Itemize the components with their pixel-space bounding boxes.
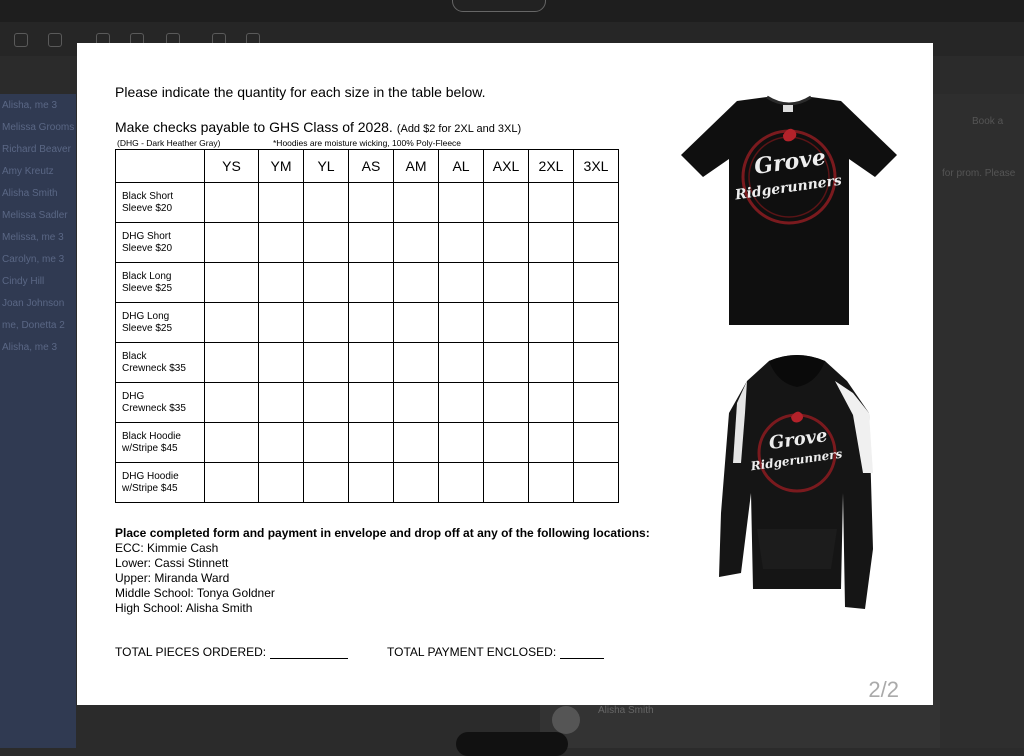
document-page bbox=[77, 43, 933, 705]
product-label-line2: Crewneck $35 bbox=[122, 362, 186, 374]
quantity-cell[interactable] bbox=[304, 183, 349, 223]
dropoff-location: ECC: Kimmie Cash bbox=[115, 541, 219, 555]
quantity-cell[interactable] bbox=[259, 343, 304, 383]
product-label-line1: DHG Hoodie bbox=[122, 470, 179, 482]
quantity-cell[interactable] bbox=[529, 423, 574, 463]
quantity-cell[interactable] bbox=[349, 303, 394, 343]
product-header-cell bbox=[116, 150, 205, 183]
size-header: YL bbox=[304, 150, 349, 183]
product-label-line2: Crewneck $35 bbox=[122, 402, 186, 414]
order-table bbox=[115, 149, 619, 503]
intro-text: Please indicate the quantity for each size in the table below. bbox=[115, 84, 486, 100]
quantity-cell[interactable] bbox=[205, 423, 259, 463]
tshirt-logo-line1: Grove bbox=[752, 144, 828, 180]
quantity-cell[interactable] bbox=[439, 463, 484, 503]
dhg-note: (DHG - Dark Heather Gray) bbox=[117, 138, 221, 148]
dropoff-heading: Place completed form and payment in envelope and drop off at any of the following locations: bbox=[115, 526, 650, 540]
quantity-cell[interactable] bbox=[574, 343, 619, 383]
quantity-cell[interactable] bbox=[394, 183, 439, 223]
background-message-sender: Alisha Smith bbox=[598, 705, 654, 716]
total-payment-label: TOTAL PAYMENT ENCLOSED: bbox=[387, 645, 557, 659]
product-label-line1: Black bbox=[122, 350, 147, 362]
quantity-cell[interactable] bbox=[574, 263, 619, 303]
quantity-cell[interactable] bbox=[439, 183, 484, 223]
quantity-cell[interactable] bbox=[394, 383, 439, 423]
total-pieces-field[interactable] bbox=[270, 658, 348, 659]
product-label-line1: DHG Long bbox=[122, 310, 170, 322]
order-table-row bbox=[116, 183, 619, 223]
inbox-sender: Carolyn, me 3 bbox=[2, 254, 65, 265]
quantity-cell[interactable] bbox=[304, 343, 349, 383]
quantity-cell[interactable] bbox=[439, 343, 484, 383]
quantity-cell[interactable] bbox=[205, 463, 259, 503]
total-payment-field[interactable] bbox=[560, 658, 604, 659]
quantity-cell[interactable] bbox=[484, 303, 529, 343]
background-message-text: Book a bbox=[972, 116, 1004, 127]
viewer-bottom-bar[interactable] bbox=[456, 732, 568, 756]
tshirt-image bbox=[679, 95, 899, 327]
inbox-sender: Melissa, me 3 bbox=[2, 232, 64, 243]
quantity-cell[interactable] bbox=[259, 423, 304, 463]
product-label-line2: Sleeve $20 bbox=[122, 242, 173, 254]
quantity-cell[interactable] bbox=[205, 303, 259, 343]
quantity-cell[interactable] bbox=[574, 223, 619, 263]
quantity-cell[interactable] bbox=[394, 423, 439, 463]
inbox-sender: Melissa Sadler bbox=[2, 210, 68, 221]
quantity-cell[interactable] bbox=[349, 383, 394, 423]
quantity-cell[interactable] bbox=[529, 383, 574, 423]
quantity-cell[interactable] bbox=[484, 463, 529, 503]
tshirt-tag bbox=[783, 105, 793, 112]
total-pieces-label: TOTAL PIECES ORDERED: bbox=[115, 645, 267, 659]
product-label bbox=[116, 343, 205, 383]
product-label-line2: w/Stripe $45 bbox=[122, 442, 178, 454]
quantity-cell[interactable] bbox=[529, 343, 574, 383]
order-table-header-row bbox=[116, 150, 619, 183]
quantity-cell[interactable] bbox=[529, 463, 574, 503]
dropoff-location: Middle School: Tonya Goldner bbox=[115, 586, 275, 600]
quantity-cell[interactable] bbox=[259, 223, 304, 263]
size-header: AL bbox=[439, 150, 484, 183]
product-label-line1: Black Hoodie bbox=[122, 430, 181, 442]
hoodie-logo-line2: Ridgerunners bbox=[749, 446, 844, 474]
order-table-row bbox=[116, 303, 619, 343]
checks-payable-label: Make checks payable to GHS Class of 2028. bbox=[115, 119, 393, 135]
quantity-cell[interactable] bbox=[484, 343, 529, 383]
quantity-cell[interactable] bbox=[394, 223, 439, 263]
inbox-sender: Joan Johnson bbox=[2, 298, 65, 309]
quantity-cell[interactable] bbox=[484, 383, 529, 423]
quantity-cell[interactable] bbox=[205, 343, 259, 383]
order-table-row bbox=[116, 343, 619, 383]
quantity-cell[interactable] bbox=[349, 263, 394, 303]
quantity-cell[interactable] bbox=[484, 183, 529, 223]
avatar bbox=[552, 706, 580, 734]
dropoff-location: High School: Alisha Smith bbox=[115, 601, 253, 615]
inbox-sender: Cindy Hill bbox=[2, 276, 45, 287]
hoodie-image bbox=[717, 353, 877, 615]
page-indicator: 2/2 bbox=[868, 677, 899, 702]
quantity-cell[interactable] bbox=[574, 423, 619, 463]
quantity-cell[interactable] bbox=[259, 303, 304, 343]
product-label bbox=[116, 383, 205, 423]
checks-payable-text bbox=[115, 119, 521, 135]
size-header: 2XL bbox=[529, 150, 574, 183]
quantity-cell[interactable] bbox=[529, 223, 574, 263]
product-label bbox=[116, 183, 205, 223]
order-table-row bbox=[116, 383, 619, 423]
product-label bbox=[116, 303, 205, 343]
quantity-cell[interactable] bbox=[349, 463, 394, 503]
order-table-row bbox=[116, 423, 619, 463]
quantity-cell[interactable] bbox=[349, 223, 394, 263]
inbox-sender: me, Donetta 2 bbox=[2, 320, 65, 331]
quantity-cell[interactable] bbox=[484, 263, 529, 303]
quantity-cell[interactable] bbox=[484, 423, 529, 463]
quantity-cell[interactable] bbox=[394, 463, 439, 503]
order-table-row bbox=[116, 263, 619, 303]
quantity-cell[interactable] bbox=[304, 423, 349, 463]
quantity-cell[interactable] bbox=[259, 383, 304, 423]
inbox-sender: Alisha Smith bbox=[2, 188, 58, 199]
product-label-line1: Black Long bbox=[122, 270, 172, 282]
inbox-sender: Alisha, me 3 bbox=[2, 100, 58, 111]
quantity-cell[interactable] bbox=[349, 183, 394, 223]
size-header: 3XL bbox=[574, 150, 619, 183]
product-label bbox=[116, 463, 205, 503]
product-label-line2: w/Stripe $45 bbox=[122, 482, 178, 494]
checks-note: (Add $2 for 2XL and 3XL) bbox=[396, 123, 522, 135]
archive-icon bbox=[14, 33, 28, 47]
quantity-cell[interactable] bbox=[304, 303, 349, 343]
quantity-cell[interactable] bbox=[259, 183, 304, 223]
dropoff-location: Upper: Miranda Ward bbox=[115, 571, 230, 585]
product-label-line2: Sleeve $25 bbox=[122, 322, 173, 334]
quantity-cell[interactable] bbox=[529, 263, 574, 303]
product-label-line1: DHG bbox=[122, 390, 145, 402]
total-pieces bbox=[115, 645, 348, 659]
background-inbox-list bbox=[0, 94, 76, 748]
quantity-cell[interactable] bbox=[205, 183, 259, 223]
quantity-cell[interactable] bbox=[304, 223, 349, 263]
size-header: AXL bbox=[484, 150, 529, 183]
quantity-cell[interactable] bbox=[439, 423, 484, 463]
quantity-cell[interactable] bbox=[394, 303, 439, 343]
product-label-line1: Black Short bbox=[122, 190, 174, 202]
quantity-cell[interactable] bbox=[439, 383, 484, 423]
order-table-row bbox=[116, 223, 619, 263]
quantity-cell[interactable] bbox=[259, 263, 304, 303]
product-label-line1: DHG Short bbox=[122, 230, 171, 242]
inbox-sender: Melissa Grooms bbox=[2, 122, 75, 133]
dropoff-location: Lower: Cassi Stinnett bbox=[115, 556, 229, 570]
order-table-row bbox=[116, 463, 619, 503]
inbox-sender: Alisha, me 3 bbox=[2, 342, 58, 353]
quantity-cell[interactable] bbox=[205, 223, 259, 263]
inbox-sender: Richard Beaver bbox=[2, 144, 71, 155]
quantity-cell[interactable] bbox=[574, 183, 619, 223]
quantity-cell[interactable] bbox=[529, 183, 574, 223]
quantity-cell[interactable] bbox=[205, 263, 259, 303]
product-label-line2: Sleeve $25 bbox=[122, 282, 173, 294]
hoodie-note: *Hoodies are moisture wicking, 100% Poly-Fleece bbox=[273, 138, 462, 148]
quantity-cell[interactable] bbox=[304, 263, 349, 303]
quantity-cell[interactable] bbox=[484, 223, 529, 263]
background-message-text: for prom. Please bbox=[942, 168, 1016, 179]
quantity-cell[interactable] bbox=[349, 423, 394, 463]
quantity-cell[interactable] bbox=[574, 383, 619, 423]
quantity-cell[interactable] bbox=[574, 303, 619, 343]
size-header: AS bbox=[349, 150, 394, 183]
product-label bbox=[116, 223, 205, 263]
quantity-cell[interactable] bbox=[304, 383, 349, 423]
quantity-cell[interactable] bbox=[529, 303, 574, 343]
quantity-cell[interactable] bbox=[349, 343, 394, 383]
product-label bbox=[116, 423, 205, 463]
total-payment bbox=[387, 645, 604, 659]
hoodie-pocket bbox=[757, 529, 837, 569]
size-header: YM bbox=[259, 150, 304, 183]
size-header: YS bbox=[205, 150, 259, 183]
background-top-pill bbox=[452, 0, 546, 12]
background-message-pane bbox=[933, 94, 1024, 748]
quantity-cell[interactable] bbox=[439, 223, 484, 263]
quantity-cell[interactable] bbox=[574, 463, 619, 503]
size-header: AM bbox=[394, 150, 439, 183]
quantity-cell[interactable] bbox=[394, 343, 439, 383]
hoodie-logo-line1: Grove bbox=[767, 425, 829, 455]
product-label-line2: Sleeve $20 bbox=[122, 202, 173, 214]
quantity-cell[interactable] bbox=[304, 463, 349, 503]
quantity-cell[interactable] bbox=[259, 463, 304, 503]
quantity-cell[interactable] bbox=[439, 303, 484, 343]
quantity-cell[interactable] bbox=[439, 263, 484, 303]
tshirt-logo-line2: Ridgerunners bbox=[734, 172, 843, 204]
quantity-cell[interactable] bbox=[394, 263, 439, 303]
quantity-cell[interactable] bbox=[205, 383, 259, 423]
product-label bbox=[116, 263, 205, 303]
inbox-sender: Amy Kreutz bbox=[2, 166, 54, 177]
delete-icon bbox=[48, 33, 62, 47]
